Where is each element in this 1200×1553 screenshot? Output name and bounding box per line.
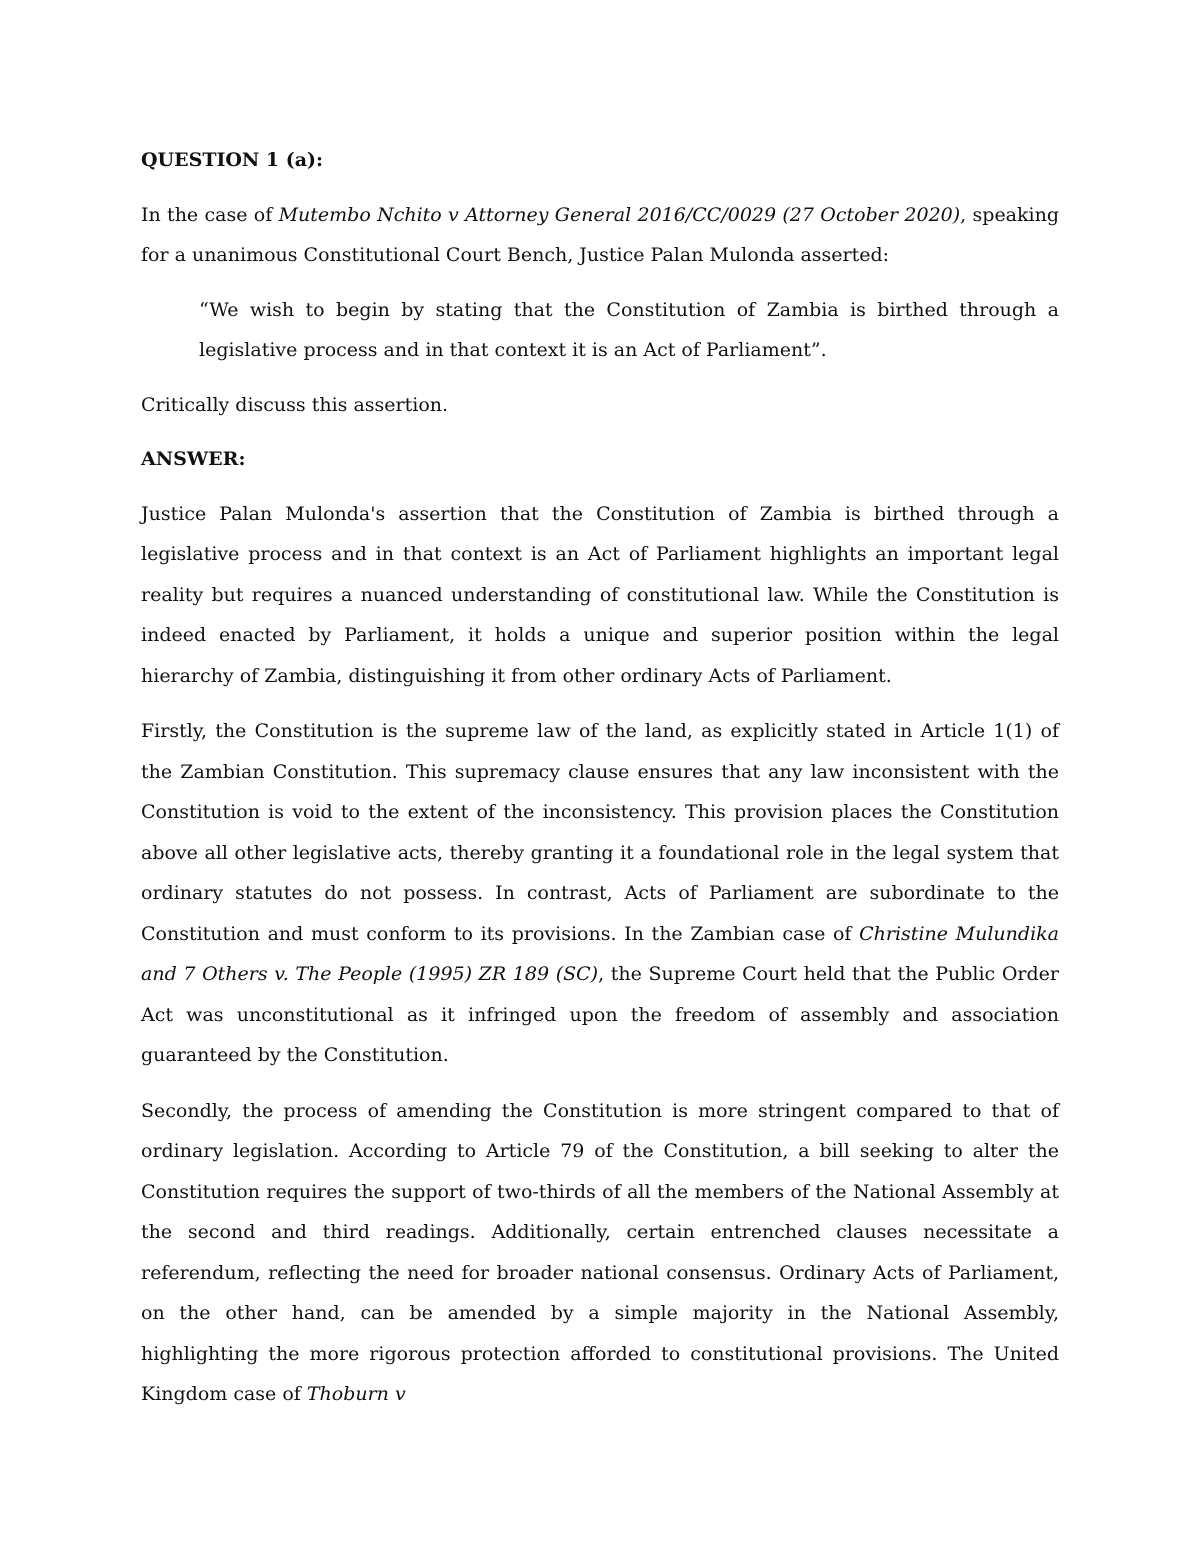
para-2-text-after: , the Supreme Court held that the Public Order Act was unconstitutional as it infringed upon the freedom of assembly and association guaranteed by the Constitution.	[141, 963, 1059, 1066]
intro-text-after: , speaking for a unanimous Constitutional Court Bench, Justice Palan Mulonda asserted:	[141, 203, 1060, 266]
document-body	[141, 140, 1059, 1430]
question-instruction: Critically discuss this assertion.	[141, 393, 449, 416]
answer-paragraph-2	[141, 711, 1059, 1076]
answer-paragraph-1: Justice Palan Mulonda's assertion that the Constitution of Zambia is birthed through a legislative process and in that context is an Act of Parliament highlights an important legal reality but requires a nuanced understanding of constitutional law. While the Constitution is indeed enacted by Parliament, it holds a unique and superior position within the legal hierarchy of Zambia, distinguishing it from other ordinary Acts of Parliament.	[141, 502, 1059, 687]
answer-paragraph-3	[141, 1091, 1059, 1415]
intro-case-citation: Mutembo Nchito v Attorney General 2016/CC/0029 (27 October 2020)	[278, 203, 961, 226]
question-intro	[141, 195, 1059, 276]
intro-text-before: In the case of	[141, 203, 279, 226]
para-3-text: Secondly, the process of amending the Constitution is more stringent compared to that of ordinary legislation. According to Article 79 of the Constitution, a bill seeking to alter the Constitution requires the support of two-thirds of all the members of the National Assembly at the second and third readings. Additionally, certain entrenched clauses necessitate a referendum, reflecting the need for broader national consensus. Ordinary Acts of Parliament, on the other hand, can be amended by a simple majority in the National Assembly, highlighting the more rigorous protection afforded to constitutional provisions. The United Kingdom case of	[141, 1099, 1059, 1405]
block-quote: “We wish to begin by stating that the Constitution of Zambia is birthed through a legislative process and in that context it is an Act of Parliament”.	[199, 298, 1059, 361]
para-2-case-citation: Christine Mulundika and 7 Others v. The People (1995) ZR 189 (SC)	[141, 922, 1059, 985]
answer-heading: ANSWER:	[141, 448, 246, 470]
para-3-case-citation: Thoburn v	[306, 1383, 406, 1405]
question-heading: QUESTION 1 (a):	[141, 149, 324, 171]
para-2-text-before: Firstly, the Constitution is the supreme law of the land, as explicitly stated in Article 1(1) of the Zambian Constitution. This supremacy clause ensures that any law inconsistent with the Constitution is void to the extent of the inconsistency. This provision places the Constitution above all other legislative acts, thereby granting it a foundational role in the legal system that ordinary statutes do not possess. In contrast, Acts of Parliament are subordinate to the Constitution and must conform to its provisions. In the Zambian case of	[141, 720, 1059, 945]
